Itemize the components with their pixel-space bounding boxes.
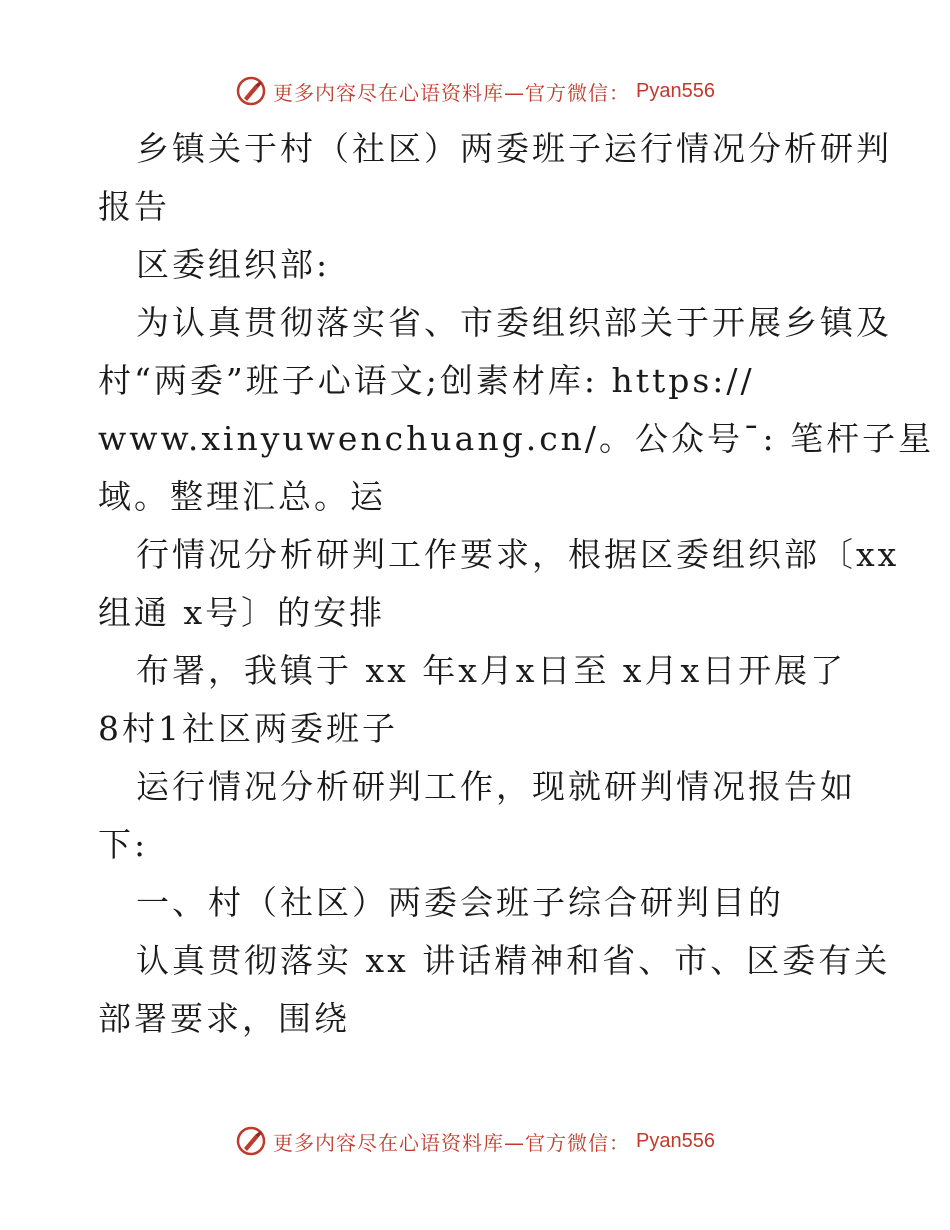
- document-body: [98, 120, 935, 1048]
- doc-paragraph-line: 行情况分析研判工作要求，根据区委组织部〔xx: [136, 535, 900, 574]
- doc-paragraph-line: 部署要求，围绕: [98, 999, 350, 1038]
- doc-paragraph-line: 下:: [98, 825, 149, 864]
- doc-paragraph-line: 域。整理汇总。运: [98, 477, 386, 516]
- footer-watermark: [0, 1121, 950, 1161]
- pen-nib-logo-icon: [235, 75, 267, 107]
- doc-paragraph-line: 运行情况分析研判工作，现就研判情况报告如: [136, 767, 856, 806]
- watermark-text: 更多内容尽在心语资料库—官方微信：: [273, 80, 631, 105]
- doc-paragraph-line: 组通 x号〕的安排: [98, 593, 386, 632]
- doc-paragraph-line: 村“两委”班子心语文;创素材库: https://: [98, 361, 755, 400]
- doc-title-line-2: 报告: [98, 187, 170, 226]
- pen-nib-logo-icon: [235, 1125, 267, 1157]
- doc-paragraph-line: www.xinyuwenchuang.cn/。公众号¯: 笔杆子星: [98, 419, 935, 458]
- watermark-text: 更多内容尽在心语资料库—官方微信：: [273, 1130, 631, 1155]
- doc-recipient: 区委组织部:: [136, 245, 331, 284]
- watermark-wechat-id: Pyan556: [636, 79, 715, 102]
- doc-paragraph-line: 认真贯彻落实 xx 讲话精神和省、市、区委有关: [136, 941, 891, 980]
- doc-paragraph-line: 为认真贯彻落实省、市委组织部关于开展乡镇及: [136, 303, 892, 342]
- header-watermark: [0, 71, 950, 111]
- doc-section-heading: 一、村（社区）两委会班子综合研判目的: [136, 883, 784, 922]
- doc-title-line-1: 乡镇关于村（社区）两委班子运行情况分析研判: [136, 129, 892, 168]
- doc-paragraph-line: 8村1社区两委班子: [98, 709, 398, 748]
- doc-paragraph-line: 布署，我镇于 xx 年x月x日至 x月x日开展了: [136, 651, 847, 690]
- watermark-wechat-id: Pyan556: [636, 1129, 715, 1152]
